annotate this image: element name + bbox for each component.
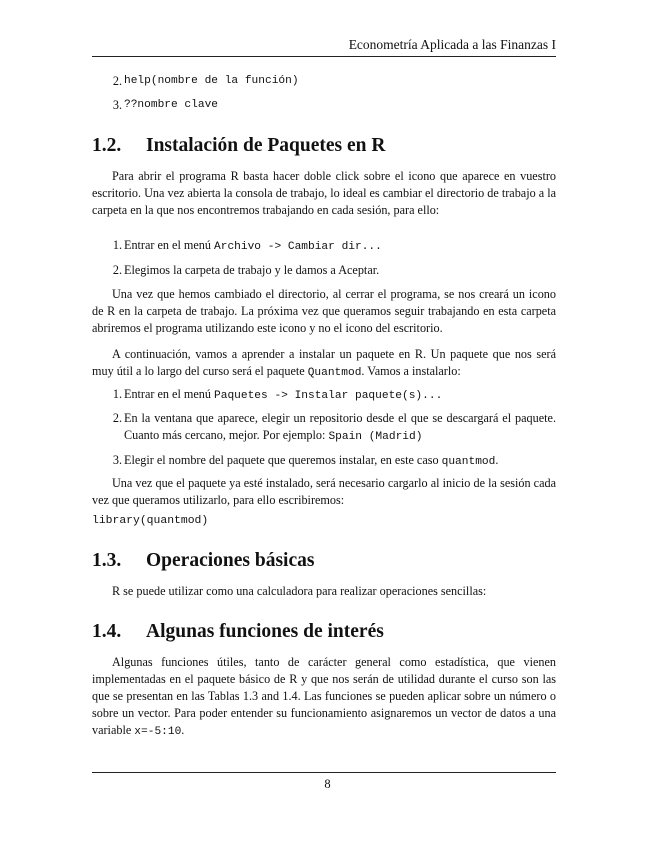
paragraph: Algunas funciones útiles, tanto de carácter general como estadística, que vienen implementadas en el paquete básico de R y que nos serán de utilidad durante el curso son las que se presentan en las Tablas 1.3 and 1.4. Las funciones se pueden aplicar sobre un número o sobre un vector. Para poder entender su funcionamiento asignaremos un vector de datos a una variable x=-5:10. <box>92 655 556 738</box>
section-number: 1.3. <box>92 550 122 571</box>
list-number: 2. <box>112 74 122 88</box>
paragraph: Una vez que el paquete ya esté instalado, será necesario cargarlo al inicio de la sesión cada vez que queramos utilizarlo, para ello escribiremos: <box>92 476 556 507</box>
page-number: 8 <box>324 777 331 791</box>
list-text: Entrar en el menú Paquetes -> Instalar paquete(s)... <box>124 387 443 402</box>
inline-code: Archivo -> Cambiar dir... <box>214 241 382 253</box>
inline-code: Spain (Madrid) <box>328 431 423 443</box>
paragraph: R se puede utilizar como una calculadora para realizar operaciones sencillas: <box>112 584 487 598</box>
list-number: 2. <box>112 263 122 277</box>
list-text: Elegimos la carpeta de trabajo y le damos a Aceptar. <box>124 263 380 277</box>
list-number: 1. <box>112 387 122 401</box>
running-title: Econometría Aplicada a las Finanzas I <box>348 37 556 52</box>
list-code: ??nombre clave <box>124 99 218 111</box>
section-title: Algunas funciones de interés <box>146 621 384 642</box>
section-title: Operaciones básicas <box>146 550 315 571</box>
section-number: 1.4. <box>92 621 122 642</box>
list-number: 3. <box>112 453 122 467</box>
list-code: help(nombre de la función) <box>124 75 299 87</box>
inline-code: Quantmod <box>307 367 362 379</box>
inline-code: x=-5:10 <box>134 726 182 738</box>
paragraph: Una vez que hemos cambiado el directorio, al cerrar el programa, se nos creará un icono de R en la carpeta de trabajo. La próxima vez que queramos seguir trabajando en esta carpeta abriremos el programa utilizando este icono y no el icono del escritorio. <box>92 287 556 335</box>
footer-rule <box>92 772 556 773</box>
inline-code: quantmod <box>441 456 496 468</box>
running-header <box>92 34 556 57</box>
inline-code: Paquetes -> Instalar paquete(s)... <box>214 390 443 402</box>
list-number: 3. <box>112 98 122 112</box>
list-number: 1. <box>112 238 122 252</box>
list-text: Entrar en el menú Archivo -> Cambiar dir... <box>124 238 382 253</box>
section-number: 1.2. <box>92 135 122 156</box>
list-number: 2. <box>112 411 122 425</box>
list-text: Elegir el nombre del paquete que queremos instalar, en este caso quantmod. <box>124 453 499 468</box>
paragraph: A continuación, vamos a aprender a instalar un paquete en R. Un paquete que nos será muy útil a lo largo del curso será el paquete Quantmod. Vamos a instalarlo: <box>92 347 556 379</box>
code-line: library(quantmod) <box>92 515 209 527</box>
section-title: Instalación de Paquetes en R <box>146 135 386 156</box>
list-text: En la ventana que aparece, elegir un repositorio desde el que se descargará el paquete. Cuanto más cercano, mejor. Por ejemplo: Spain (Madrid) <box>124 411 556 443</box>
paragraph: Para abrir el programa R basta hacer doble click sobre el icono que aparece en vuestro escritorio. Una vez abierta la consola de trabajo, lo ideal es cambiar el directorio de trabajo a la carpeta en la que nos encontremos trabajando en cada sesión, para ello: <box>92 169 556 217</box>
